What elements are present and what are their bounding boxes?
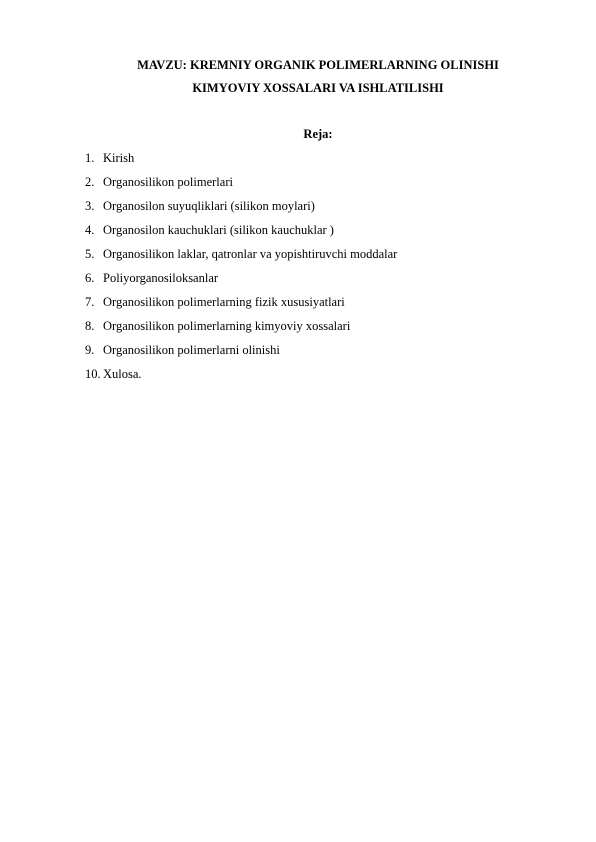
plan-item	[85, 246, 565, 270]
document-title-line-2: KIMYOVIY XOSSALARI VA ISHLATILISHI	[192, 81, 444, 95]
plan-item-text: Organosilikon polimerlarni olinishi	[103, 343, 280, 357]
plan-item-text: Kirish	[103, 151, 135, 165]
plan-item-text: Organosilikon laklar, qatronlar va yopishtiruvchi moddalar	[103, 247, 398, 261]
plan-item-number: 4.	[85, 223, 95, 237]
plan-item-number: 9.	[85, 343, 95, 357]
plan-item-text: Xulosa.	[103, 367, 142, 381]
plan-item	[85, 366, 565, 390]
plan-item-text: Poliyorganosiloksanlar	[103, 271, 219, 285]
plan-item	[85, 342, 565, 366]
plan-heading: Reja:	[303, 127, 333, 141]
plan-item-text: Organosilon suyuqliklari (silikon moylari)	[103, 199, 315, 213]
plan-item	[85, 318, 565, 342]
plan-item	[85, 198, 565, 222]
plan-item-number: 10.	[85, 367, 101, 381]
plan-list	[85, 150, 565, 390]
plan-item-text: Organosilikon polimerlarning fizik xususiyatlari	[103, 295, 345, 309]
plan-item-text: Organosilikon polimerlarning kimyoviy xossalari	[103, 319, 351, 333]
plan-item-text: Organosilon kauchuklari (silikon kauchuklar )	[103, 223, 334, 237]
document-title-line-1: MAVZU: KREMNIY ORGANIK POLIMERLARNING OLINISHI	[137, 58, 499, 72]
plan-item-number: 5.	[85, 247, 95, 261]
plan-item-number: 1.	[85, 151, 95, 165]
plan-item-number: 8.	[85, 319, 95, 333]
plan-item-number: 6.	[85, 271, 95, 285]
plan-item	[85, 150, 565, 174]
plan-item	[85, 222, 565, 246]
plan-item	[85, 174, 565, 198]
plan-item-number: 2.	[85, 175, 95, 189]
plan-item-text: Organosilikon polimerlari	[103, 175, 233, 189]
plan-item-number: 3.	[85, 199, 95, 213]
plan-item	[85, 294, 565, 318]
plan-item	[85, 270, 565, 294]
plan-item-number: 7.	[85, 295, 95, 309]
